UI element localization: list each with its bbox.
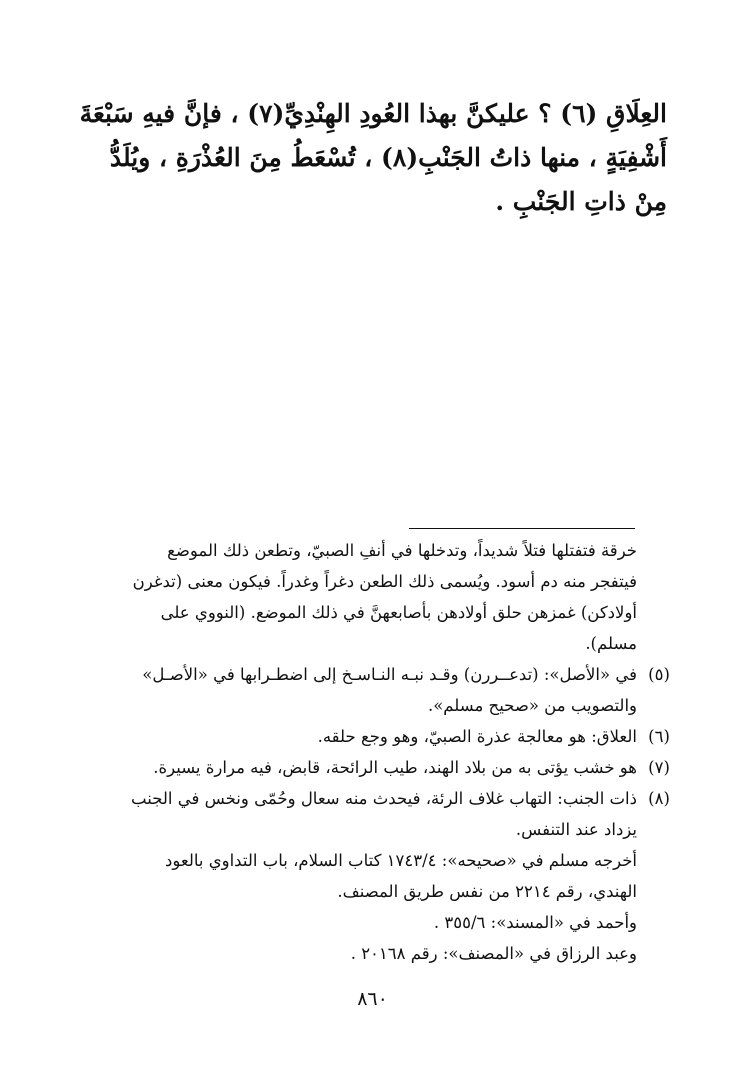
footnote-text: يزداد عند التنفس. xyxy=(515,820,637,839)
footnote-text: خرقة فتفتلها فتلاً شديداً، وتدخلها في أنفِ الصبيّ، وتطعن ذلك الموضع xyxy=(167,541,637,560)
main-text-line: أَشْفِيَةٍ ، منها ذاتُ الجَنْبِ(٨) ، تُسْعَطُ مِنَ العُذْرَةِ ، ويُلَدُّ xyxy=(109,143,667,172)
footnote-line xyxy=(77,845,637,876)
page-number: ٨٦٠ xyxy=(357,988,388,1010)
footnote-line xyxy=(77,659,670,690)
footnote-line xyxy=(77,566,637,597)
footnote-text: وعبد الرزاق في «المصنف»: رقم ٢٠١٦٨ . xyxy=(350,944,637,963)
footnote-text: العلاق: هو معالجة عذرة الصبيّ، وهو وجع حلقه. xyxy=(317,727,637,746)
footnote-line xyxy=(77,814,637,845)
footnote-text: وأحمد في «المسند»: ٣٥٥/٦ . xyxy=(433,913,637,932)
footnote-text: الهندي، رقم ٢٢١٤ من نفس طريق المصنف. xyxy=(337,882,637,901)
footnote-line xyxy=(77,752,670,783)
footnote-line xyxy=(77,907,637,938)
footnote-line xyxy=(77,535,637,566)
footnote-text: أولادكن) غمزهن حلق أولادهن بأصابعهنَّ في ذلك الموضع. (النووي على xyxy=(160,603,637,622)
footnote-text: فيتفجر منه دم أسود. ويُسمى ذلك الطعن دغراً وغدراً. فيكون معنى (تدغرن xyxy=(132,572,637,591)
footnote-number: (٨) xyxy=(648,789,670,808)
footnote-line xyxy=(77,628,637,659)
footnotes-block xyxy=(77,535,670,969)
main-text-block xyxy=(67,92,667,224)
main-text-line: العِلَاقِ (٦) ؟ عليكنَّ بهذا العُودِ الهِنْدِيِّ(٧) ، فإنَّ فيهِ سَبْعَةَ xyxy=(79,99,667,128)
footnote-number: (٥) xyxy=(648,665,670,684)
footnote-text: في «الأصل»: (تدعــررن) وقـد نبـه النـاسـخ إلى اضطـرابها في «الأصـل» xyxy=(142,665,637,684)
footnote-separator-rule xyxy=(409,528,635,529)
footnote-text: ذات الجنب: التهاب غلاف الرئة، فيحدث منه سعال وحُمّى ونخس في الجنب xyxy=(131,789,637,808)
footnote-line xyxy=(77,690,637,721)
footnote-line xyxy=(77,876,637,907)
footnote-text: والتصويب من «صحيح مسلم». xyxy=(427,696,637,715)
footnote-line xyxy=(77,597,637,628)
footnote-line xyxy=(77,938,637,969)
footnote-text: مسلم). xyxy=(585,634,637,653)
footnote-text: أخرجه مسلم في «صحيحه»: ١٧٤٣/٤ كتاب السلام، باب التداوي بالعود xyxy=(164,851,637,870)
footnote-line xyxy=(77,783,670,814)
footnote-text: هو خشب يؤتى به من بلاد الهند، طيب الرائحة، قابض، فيه مرارة يسيرة. xyxy=(153,758,637,777)
footnote-number: (٧) xyxy=(648,758,670,777)
main-text-line: مِنْ ذاتِ الجَنْبِ . xyxy=(495,187,667,216)
footnote-number: (٦) xyxy=(648,727,670,746)
footnote-line xyxy=(77,721,670,752)
